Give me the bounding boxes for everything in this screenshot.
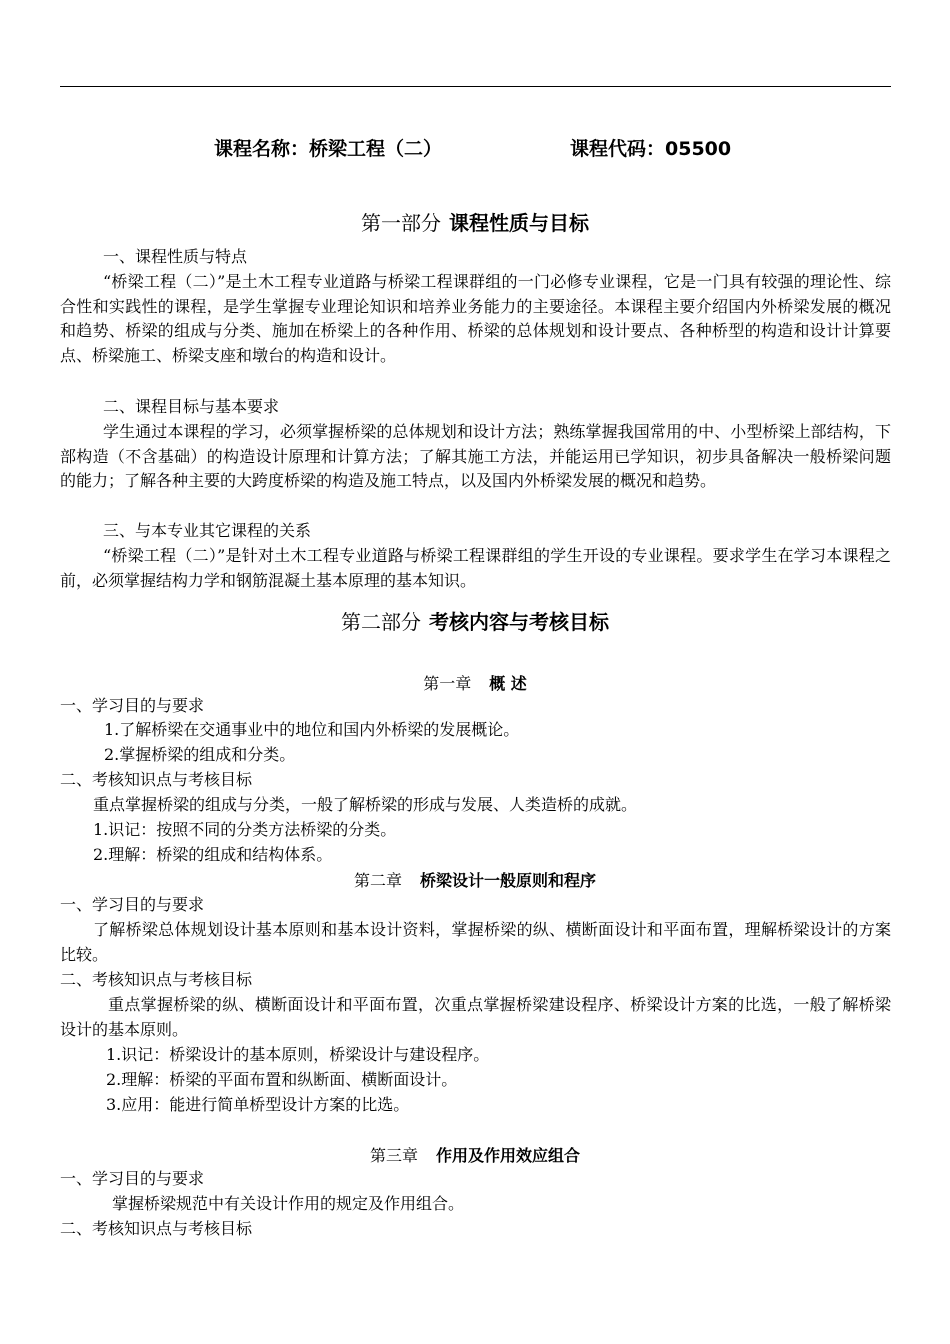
part1-section1-text: “桥梁工程（二）”是土木工程专业道路与桥梁工程课群组的一门必修专业课程，它是一门具有较强的理论性、综合性和实践性的课程，是学生掌握专业理论知识和培养业务能力的主要途径。本课程主要介绍国内外桥梁发展的概况和趋势、桥梁的组成与分类、施加在桥梁上的各种作用、桥梁的总体规划和设计要点、各种桥型的构造和设计计算要点、桥梁施工、桥梁支座和墩台的构造和设计。 <box>60 272 891 365</box>
part2-heading: 考核内容与考核目标 <box>429 610 609 634</box>
part1-section1-heading: 一、课程性质与特点 <box>103 247 248 266</box>
ch2-assessment-item: 2.理解：桥梁的平面布置和纵断面、横断面设计。 <box>106 1070 458 1089</box>
ch2-assessment-item: 1.识记：桥梁设计的基本原则，桥梁设计与建设程序。 <box>106 1045 490 1064</box>
ch1-goal-item: 2.掌握桥梁的组成和分类。 <box>104 745 296 764</box>
ch2-assessment-item: 3.应用：能进行简单桥型设计方案的比选。 <box>106 1095 410 1114</box>
ch1-heading-assessment: 二、考核知识点与考核目标 <box>60 770 253 789</box>
part1-section2-text: 学生通过本课程的学习，必须掌握桥梁的总体规划和设计方法；熟练掌握我国常用的中、小型桥梁上部结构，下部构造（不含基础）的构造设计原理和计算方法；了解其施工方法，并能运用已学知识，初步具备解决一般桥梁问题的能力；了解各种主要的大跨度桥梁的构造及施工特点，以及国内外桥梁发展的概况和趋势。 <box>60 422 891 491</box>
header-rule <box>60 86 891 87</box>
chapter1-number: 第一章 <box>423 674 472 693</box>
part1-section3-heading: 三、与本专业其它课程的关系 <box>103 521 312 540</box>
ch2-heading-assessment: 二、考核知识点与考核目标 <box>60 970 253 989</box>
ch1-assessment-text: 重点掌握桥梁的组成与分类，一般了解桥梁的形成与发展、人类造桥的成就。 <box>93 795 638 814</box>
course-name: 课程名称：桥梁工程（二） <box>214 138 443 160</box>
part1-prefix: 第一部分 <box>361 211 441 235</box>
ch1-heading-goals: 一、学习目的与要求 <box>60 696 205 715</box>
ch3-heading-goals: 一、学习目的与要求 <box>60 1169 205 1188</box>
ch2-assessment-text: 重点掌握桥梁的纵、横断面设计和平面布置，次重点掌握桥梁建设程序、桥梁设计方案的比选，一般了解桥梁设计的基本原则。 <box>60 995 891 1039</box>
part1-section2-heading: 二、课程目标与基本要求 <box>103 397 280 416</box>
ch1-assessment-item: 2.理解：桥梁的组成和结构体系。 <box>93 845 333 864</box>
part1-section3-text: “桥梁工程（二）”是针对土木工程专业道路与桥梁工程课群组的学生开设的专业课程。要求学生在学习本课程之前，必须掌握结构力学和钢筋混凝土基本原理的基本知识。 <box>60 546 891 590</box>
chapter1-title <box>0 671 950 694</box>
course-code: 课程代码：05500 <box>570 138 732 160</box>
chapter2-number: 第二章 <box>353 871 402 890</box>
part2-prefix: 第二部分 <box>341 610 421 634</box>
chapter3-title <box>0 1143 950 1166</box>
ch2-heading-goals: 一、学习目的与要求 <box>60 895 205 914</box>
chapter3-number: 第三章 <box>369 1146 418 1165</box>
chapter2-name: 桥梁设计一般原则和程序 <box>420 871 597 890</box>
part1-heading: 课程性质与目标 <box>449 211 589 235</box>
chapter3-name: 作用及作用效应组合 <box>436 1146 581 1165</box>
part2-title <box>0 606 950 635</box>
part1-title <box>0 207 950 236</box>
ch3-heading-assessment: 二、考核知识点与考核目标 <box>60 1219 253 1238</box>
ch3-goals-text: 掌握桥梁规范中有关设计作用的规定及作用组合。 <box>112 1194 465 1213</box>
ch1-goal-item: 1.了解桥梁在交通事业中的地位和国内外桥梁的发展概论。 <box>104 720 520 739</box>
course-header <box>0 134 950 164</box>
chapter2-title <box>0 868 950 891</box>
chapter1-name: 概 述 <box>489 674 527 693</box>
ch1-assessment-item: 1.识记：按照不同的分类方法桥梁的分类。 <box>93 820 397 839</box>
ch2-goals-text: 了解桥梁总体规划设计基本原则和基本设计资料，掌握桥梁的纵、横断面设计和平面布置，理解桥梁设计的方案比较。 <box>60 920 891 964</box>
